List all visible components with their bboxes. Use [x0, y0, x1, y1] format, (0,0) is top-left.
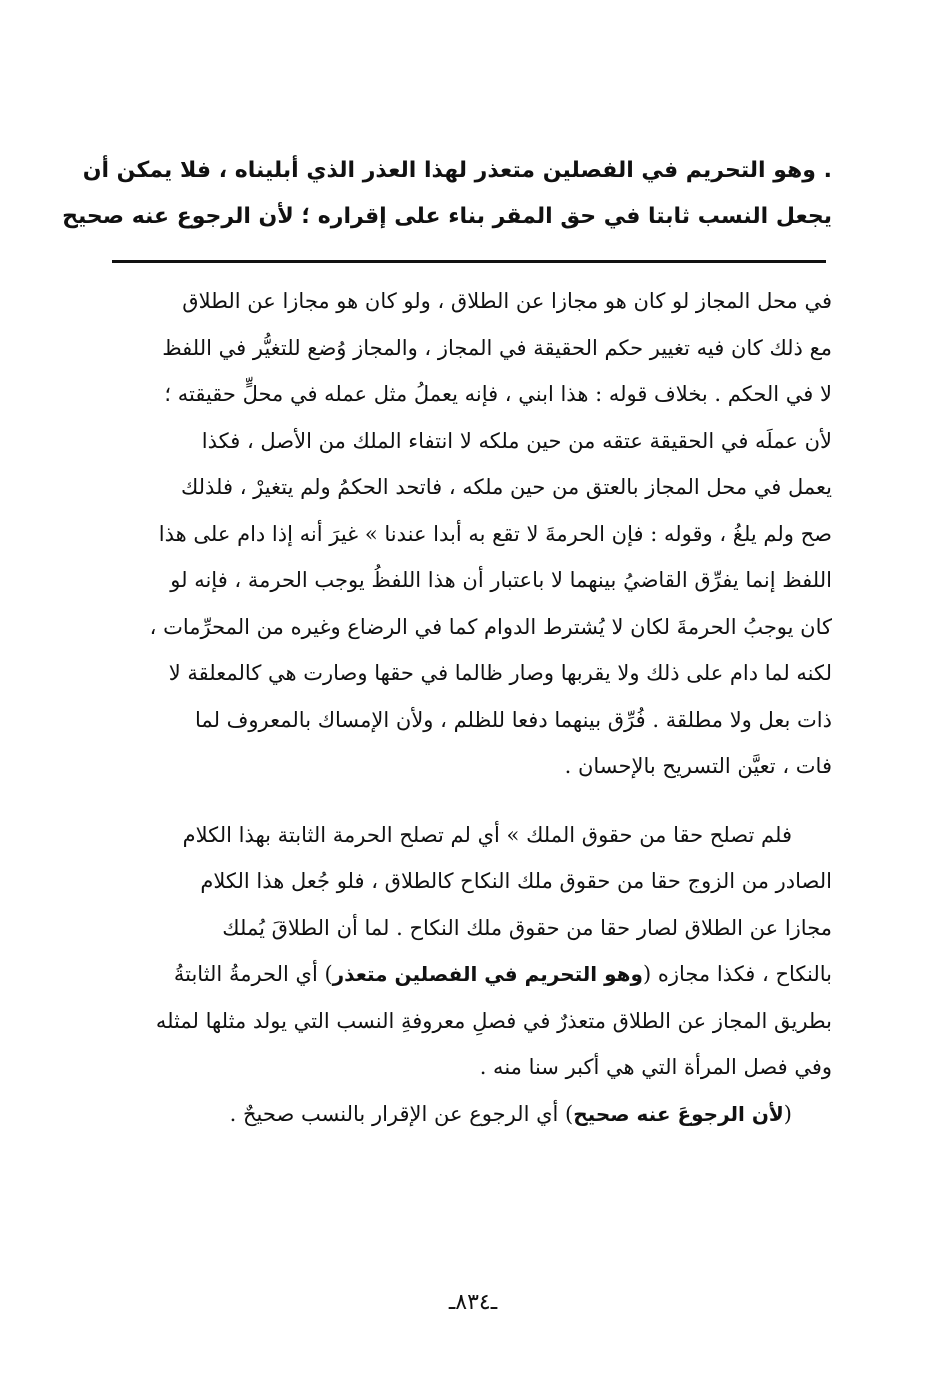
quoted-matn-text: وهو التحريم في الفصلين متعذر — [332, 962, 643, 986]
commentary-line: كان يوجبُ الحرمةَ لكان لا يُشترط الدوام كما في الرضاع وغيره من المحرِّمات ، — [149, 614, 832, 639]
commentary-text: أي الرجوع عن الإقرار بالنسب صحيحٌ . — [229, 1101, 566, 1126]
paragraph-gap — [110, 790, 832, 812]
commentary-line — [110, 858, 832, 905]
commentary-text: ) أي الحرمةُ الثابتةُ — [173, 962, 333, 986]
commentary-line — [110, 1044, 832, 1091]
commentary-text: مجازا عن الطلاق لصار حقا من حقوق ملك النكاح . لما أن الطلاقَ يُملك — [222, 915, 832, 940]
separator-rule — [112, 260, 826, 263]
commentary-block — [110, 278, 832, 1137]
commentary-line — [110, 1091, 832, 1138]
commentary-text: الصادر من الزوج حقا من حقوق ملك النكاح كالطلاق ، فلو جُعل هذا الكلام — [200, 869, 832, 893]
commentary-line — [110, 812, 832, 859]
commentary-line: لكنه لما دام على ذلك ولا يقربها وصار ظالما في حقها وصارت هي كالمعلقة لا — [168, 661, 832, 685]
commentary-line: لا في الحكم . بخلاف قوله : هذا ابني ، فإنه يعملُ مثل عمله في محلٍّ حقيقته ؛ — [164, 382, 832, 406]
commentary-text: بالنكاح ، فكذا مجازه ( — [642, 962, 832, 986]
commentary-line: صح ولم يلغُ ، وقوله : فإن الحرمةَ لا تقع به أبدا عندنا » غيرَ أنه إذا دام على هذا — [158, 521, 832, 546]
main-text-line: يجعل النسب ثابتا في حق المقر بناء على إقراره ؛ لأن الرجوع عنه صحيح — [62, 204, 832, 229]
commentary-line: اللفظ إنما يفرِّق القاضيُ بينهما لا باعتبار أن هذا اللفظُ يوجب الحرمة ، فإنه لو — [170, 568, 832, 592]
page-number: ـ٨٣٤ـ — [448, 1290, 498, 1315]
commentary-paragraph-1 — [110, 278, 832, 790]
commentary-line: لأن عملَه في الحقيقة عتقه من حين ملكه لا انتفاء الملك من الأصل ، فكذا — [201, 428, 832, 453]
bracket-open: ( — [783, 1101, 792, 1126]
bracket-close: ) — [565, 1101, 574, 1126]
commentary-text: فلم تصلح حقا من حقوق الملك » أي لم تصلح الحرمة الثابتة بهذا الكلام — [182, 822, 792, 847]
commentary-text: وفي فصل المرأة التي هي أكبر سنا منه . — [479, 1055, 832, 1079]
commentary-line: فات ، تعيَّن التسريح بالإحسان . — [564, 754, 832, 778]
commentary-text: بطريق المجاز عن الطلاق متعذرٌ في فصلِ معروفةِ النسب التي يولد مثلها لمثله — [155, 1008, 832, 1033]
commentary-line: ذات بعل ولا مطلقة . فُرِّق بينهما دفعا للظلم ، ولأن الإمساك بالمعروف لما — [195, 707, 832, 732]
main-text-block — [62, 148, 832, 240]
commentary-paragraph-3 — [110, 1091, 832, 1138]
commentary-line: في محل المجاز لو كان هو مجازا عن الطلاق ، ولو كان هو مجازا عن الطلاق — [182, 289, 832, 313]
commentary-line — [110, 998, 832, 1045]
commentary-line: مع ذلك كان فيه تغيير حكم الحقيقة في المجاز ، والمجاز وُضع للتغيُّر في اللفظ — [162, 335, 832, 360]
commentary-line — [110, 951, 832, 998]
quoted-matn-text: لأن الرجوعَ عنه صحيح — [573, 1101, 784, 1126]
commentary-paragraph-2 — [110, 812, 832, 1091]
commentary-line — [110, 905, 832, 952]
main-text-line: . وهو التحريم في الفصلين متعذر لهذا العذر الذي أبلیناه ، فلا يمكن أن — [82, 158, 832, 183]
commentary-line: يعمل في محل المجاز بالعتق من حين ملكه ، فاتحد الحكمُ ولم يتغيرْ ، فلذلك — [180, 475, 832, 499]
